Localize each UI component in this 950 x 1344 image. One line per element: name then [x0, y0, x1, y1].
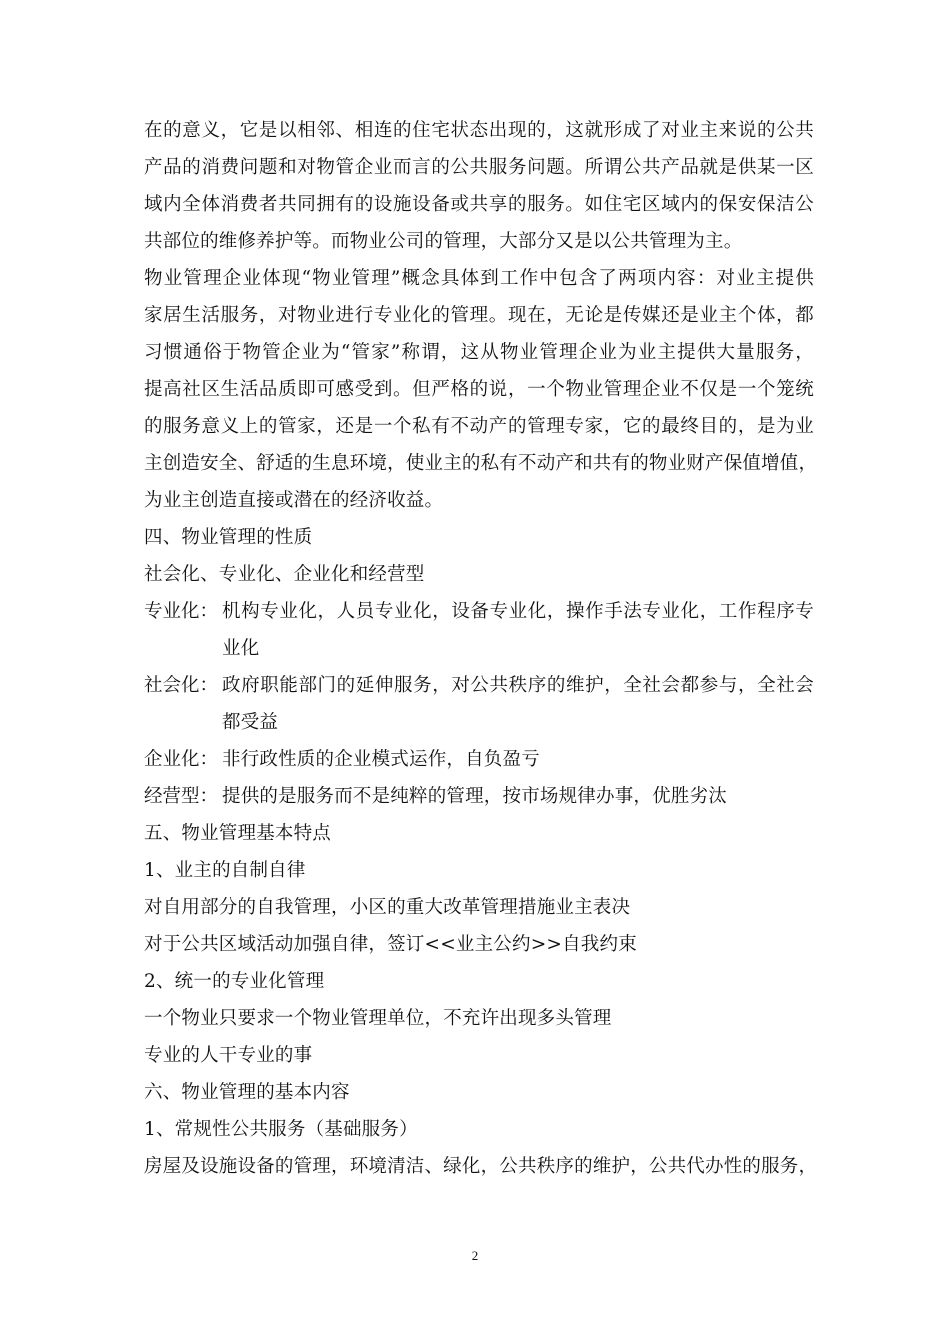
property-item	[144, 667, 814, 741]
section-heading: 六、物业管理的基本内容	[144, 1082, 350, 1103]
paragraph-line: 为业主创造直接或潜在的经济收益。	[144, 490, 444, 511]
property-line: 业化	[222, 638, 260, 659]
property-item	[144, 741, 814, 778]
section-heading: 四、物业管理的性质	[144, 527, 313, 548]
paragraph-line: 一个物业只要求一个物业管理单位，不充许出现多头管理	[144, 1008, 612, 1029]
property-description	[222, 593, 814, 667]
paragraph-line: 提高社区生活品质即可感受到。但严格的说，一个物业管理企业不仅是一个笼统	[144, 379, 814, 400]
paragraph-line: 家居生活服务，对物业进行专业化的管理。现在，无论是传媒还是业主个体，都	[144, 305, 814, 326]
property-description	[222, 667, 814, 741]
property-term: 经营型：	[144, 786, 219, 807]
page-number: 2	[471, 1248, 479, 1263]
property-description	[222, 778, 814, 815]
property-item	[144, 778, 814, 815]
property-term: 企业化：	[144, 749, 219, 770]
property-item	[144, 593, 814, 667]
property-term: 专业化：	[144, 601, 219, 622]
paragraph-line: 专业的人干专业的事	[144, 1045, 313, 1066]
paragraph-line: 对于公共区域活动加强自律，签订<<业主公约>>自我约束	[144, 934, 637, 955]
paragraph-line: 习惯通俗于物管企业为“管家”称谓，这从物业管理企业为业主提供大量服务，	[144, 342, 814, 363]
subsection-heading: 2、统一的专业化管理	[144, 971, 325, 992]
document-body	[144, 112, 818, 1185]
paragraph-line: 物业管理企业体现“物业管理”概念具体到工作中包含了两项内容：对业主提供	[144, 268, 814, 289]
paragraph-line: 的服务意义上的管家，还是一个私有不动产的管理专家，它的最终目的，是为业	[144, 416, 814, 437]
property-line: 非行政性质的企业模式运作，自负盈亏	[222, 749, 540, 770]
paragraph-line: 房屋及设施设备的管理，环境清洁、绿化，公共秩序的维护，公共代办性的服务，	[144, 1156, 818, 1177]
paragraph-line: 在的意义，它是以相邻、相连的住宅状态出现的，这就形成了对业主来说的公共	[144, 120, 814, 141]
paragraph-line: 域内全体消费者共同拥有的设施设备或共享的服务。如住宅区域内的保安保洁公	[144, 194, 814, 215]
property-line: 提供的是服务而不是纯粹的管理，按市场规律办事，优胜劣汰	[222, 786, 727, 807]
subsection-heading: 1、业主的自制自律	[144, 860, 306, 881]
property-term: 社会化：	[144, 675, 219, 696]
property-line: 机构专业化，人员专业化，设备专业化，操作手法专业化，工作程序专	[222, 601, 814, 622]
paragraph-line: 主创造安全、舒适的生息环境，使业主的私有不动产和共有的物业财产保值增值，	[144, 453, 818, 474]
section-summary: 社会化、专业化、企业化和经营型	[144, 564, 425, 585]
section-heading: 五、物业管理基本特点	[144, 823, 332, 844]
property-description	[222, 741, 814, 778]
paragraph-line: 共部位的维修养护等。而物业公司的管理，大部分又是以公共管理为主。	[144, 231, 743, 252]
paragraph-line: 对自用部分的自我管理，小区的重大改革管理措施业主表决	[144, 897, 631, 918]
subsection-heading: 1、常规性公共服务（基础服务）	[144, 1119, 418, 1140]
property-line: 都受益	[222, 712, 279, 733]
paragraph-line: 产品的消费问题和对物管企业而言的公共服务问题。所谓公共产品就是供某一区	[144, 157, 814, 178]
property-line: 政府职能部门的延伸服务，对公共秩序的维护，全社会都参与，全社会	[222, 675, 814, 696]
